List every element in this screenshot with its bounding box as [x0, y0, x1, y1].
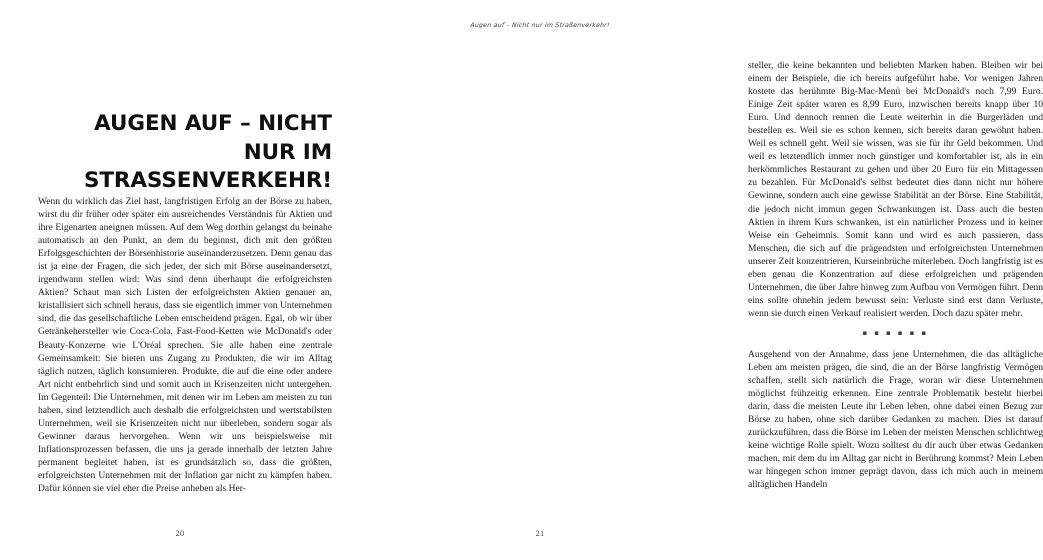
paragraph: steller, die keine bekannten und beliebten Marken haben. Bleiben wir bei einem der Beispiele, die ich bereits aufgeführt habe. Vor wenigen Jahren kostete das berühmte Big-Mac-Menü bei McDonald's noch 7,99 Euro. Einige Zeit später waren es 8,99 Euro, inzwischen bereits knapp über 10 Euro. Und dennoch rennen die Leute weiterhin in die Burgerläden und bestellen es. Weil sie es schon kennen, sich bereits daran gewöhnt haben. Weil es schnell geht. Weil sie wissen, was sie für ihr Geld bekommen. Und weil es letztendlich immer noch günstiger und komfortabler ist, als in ein herkömmliches Restaurant zu gehen und über 20 Euro für ein Mittagessen zu bezahlen. Für McDonald's selbst bedeutet dies dann nicht nur höhere Gewinne, sondern auch eine gewisse Stabilität an der Börse. Eine Stabilität, die jedoch nicht immun gegen Schwankungen ist. Dass auch die besten Aktien in ihrem Kurs schwanken, ist ein natürlicher Prozess und in keiner Weise ein Geheimnis. Somit kann und wird es auch passieren, dass Menschen, die sich auf die prägendsten und erfolgreichsten Unternehmen unserer Zeit konzentrieren, Kurseinbrüche miterleben. Doch langfristig ist es eben genau die Konzentration auf diese erfolgreichen und prägenden Unternehmen, die über Jahre hinweg zum Aufbau von Vermögen führt. Denn eins sollte ohnehin jedem bewusst sein: Verluste sind erst dann Verluste, wenn sie durch einen Verkauf realisiert werden. Doch dazu später mehr. [748, 60, 1043, 319]
right-page-folio: 21 [535, 529, 545, 538]
left-page-body-text [38, 195, 332, 495]
left-page [0, 0, 360, 560]
chapter-title-line-1: AUGEN AUF – NICHT NUR IM [94, 111, 332, 165]
paragraph: Wenn du wirklich das Ziel hast, langfristigen Erfolg an der Börse zu haben, wirst du dir früher oder später ein ausreichendes Verständnis für Aktien und ihre Eigenarten aneignen müssen. Auf dem Weg dorthin gelangst du beinahe automatisch an den Punkt, an dem du beginnst, dich mit den größten Erfolgsgeschichten der Börsenhistorie auseinanderzusetzen. Denn genau das ist ja eine der Fragen, die sich jeder, der sich mit Börse auseinandersetzt, irgendwann stellen wird: Was sind denn überhaupt die erfolgreichsten Aktien? Schaut man sich Listen der erfolgreichsten Aktien genauer an, kristallisiert sich schnell heraus, dass sie eigentlich immer von Unternehmen sind, die das gesellschaftliche Leben entscheidend prägen. Egal, ob wir über Getränkehersteller wie Coca-Cola, Fast-Food-Ketten wie McDonald's oder Beauty-Konzerne wie L'Oréal sprechen. Sie alle haben eine zentrale Gemeinsamkeit: Sie bieten uns Zugang zu Produkten, die wir im Alltag täglich nutzen, täglich konsumieren. Produkte, die auf die eine oder andere Art nicht entbehrlich sind und somit auch in Krisenzeiten nicht untergehen. Im Gegenteil: Die Unternehmen, mit denen wir im Leben am meisten zu tun haben, sind letztendlich auch deshalb die erfolgreichsten und wertstabilsten Unternehmen, weil sie Krisenzeiten nicht nur überleben, sondern sogar als Gewinner daraus hervorgehen. Wenn wir uns beispielsweise mit Inflationsprozessen befassen, die uns ja gerade innerhalb der letzten Jahre permanent begleitet haben, ist es grundsätzlich so, dass die größten, erfolgreichsten Unternehmen mit der Inflation gar nicht zu kämpfen haben. Dafür können sie viel eher die Preise anheben als Her- [38, 196, 332, 495]
paragraph: Ausgehend von der Annahme, dass jene Unternehmen, die das alltägliche Leben am meisten prägen, die sind, die an der Börse langfristig Vermögen schaffen, stellt sich natürlich die Frage, woran wir diese Unternehmen möglichst frühzeitig erkennen. Eine zentrale Problematik besteht hierbei darin, dass die meisten Leute ihr Leben leben, ohne dabei einen Bezug zur Börse zu haben, ohne sich darüber Gedanken zu machen. Dies ist darauf zurückzuführen, dass die Börse im Leben der meisten Menschen schlichtweg keine wichtige Rolle spielt. Wozu solltest du dir auch über etwas Gedanken machen, mit dem du im Alltag gar nicht in Berührung kommst? Mein Leben war hingegen schon immer geprägt davon, dass ich mich auch in meinem alltäglichen Handeln [748, 348, 1043, 491]
right-page-body-text [748, 59, 1043, 491]
chapter-title-line-2: STRASSENVERKEHR! [83, 168, 332, 194]
chapter-title [38, 110, 332, 195]
section-divider: ▪ ▪ ▪ ▪ ▪ ▪ [862, 328, 929, 337]
right-page [360, 0, 1043, 560]
left-page-folio: 20 [175, 529, 185, 538]
running-head: Augen auf – Nicht nur im Straßenverkehr! [469, 22, 611, 29]
